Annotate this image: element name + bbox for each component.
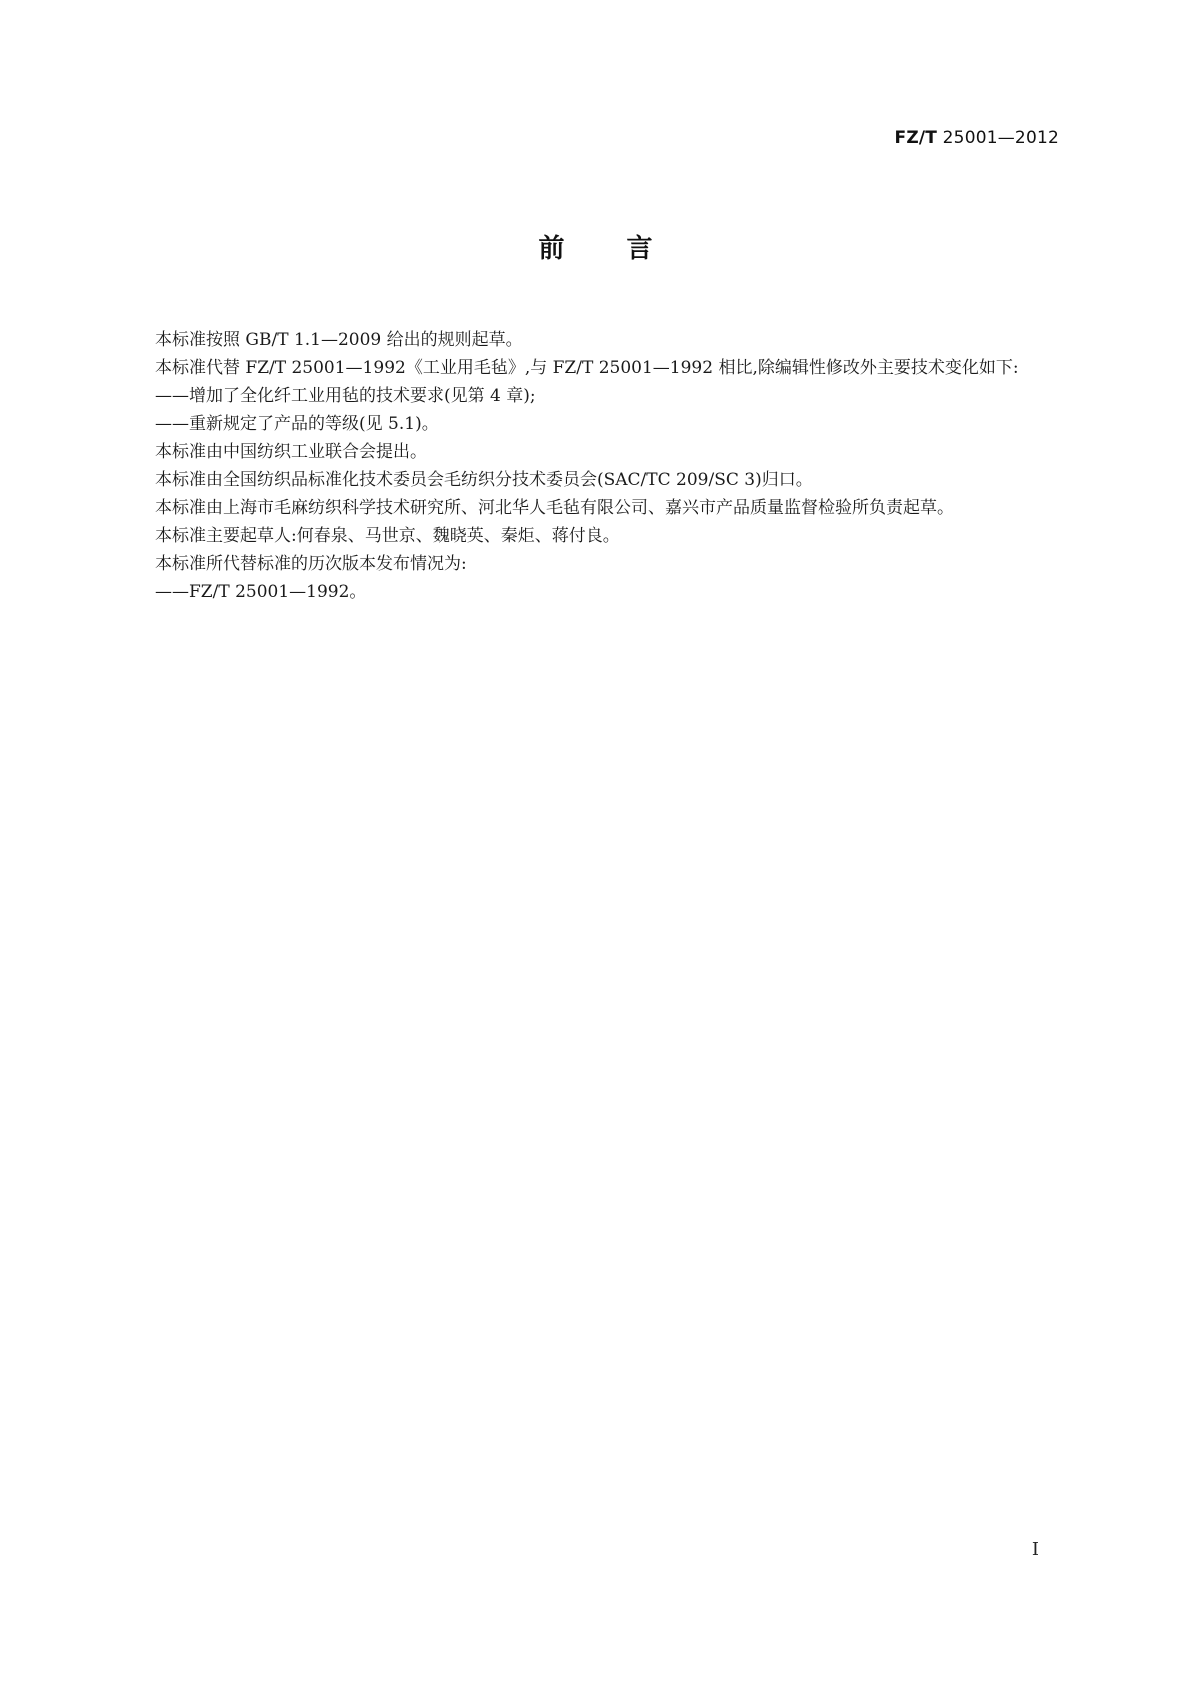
foreword-body xyxy=(121,326,1061,606)
paragraph-proposed-by: 本标准由中国纺织工业联合会提出。 xyxy=(155,442,427,462)
change-item-technical-requirements: ——增加了全化纤工业用毡的技术要求(见第 4 章); xyxy=(155,386,536,406)
standard-code-number: 25001—2012 xyxy=(942,128,1059,148)
standard-code-prefix: FZ/T xyxy=(894,128,938,148)
previous-edition-item: ——FZ/T 25001—1992。 xyxy=(155,582,367,602)
page-number: I xyxy=(1031,1539,1039,1560)
paragraph-centralized-by: 本标准由全国纺织品标准化技术委员会毛纺织分技术委员会(SAC/TC 209/SC 3)归口。 xyxy=(155,470,813,490)
paragraph-main-drafters: 本标准主要起草人:何春泉、马世京、魏晓英、秦炬、蒋付良。 xyxy=(155,526,620,546)
standard-code xyxy=(895,128,1060,148)
page-title: 前言 xyxy=(538,234,715,264)
paragraph-drafting-rules: 本标准按照 GB/T 1.1—2009 给出的规则起草。 xyxy=(155,330,523,350)
paragraph-previous-editions: 本标准所代替标准的历次版本发布情况为: xyxy=(155,554,467,574)
paragraph-replacement: 本标准代替 FZ/T 25001—1992《工业用毛毡》,与 FZ/T 25001—1992 相比,除编辑性修改外主要技术变化如下: xyxy=(155,358,1019,378)
change-item-product-grades: ——重新规定了产品的等级(见 5.1)。 xyxy=(155,414,439,434)
paragraph-drafting-organizations: 本标准由上海市毛麻纺织科学技术研究所、河北华人毛毡有限公司、嘉兴市产品质量监督检验所负责起草。 xyxy=(155,498,954,518)
